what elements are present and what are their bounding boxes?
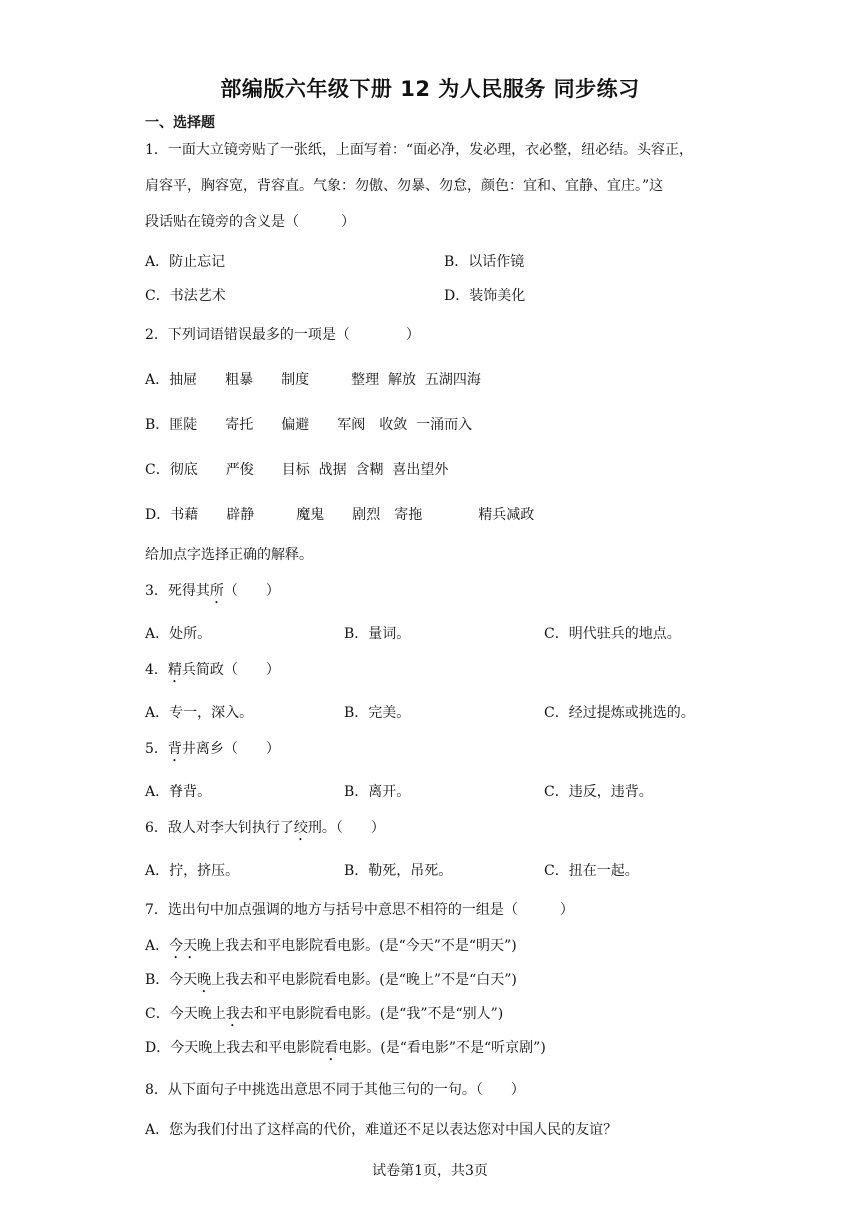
q5-dotted-char: 背 xyxy=(167,741,182,757)
q4-dotted-char: 精 xyxy=(167,662,182,678)
q3-option-c: C．明代驻兵的地点。 xyxy=(544,626,681,642)
q6-option-b: B．勒死，吊死。 xyxy=(344,863,453,879)
q3-stem: 3．死得其所（ ） xyxy=(145,583,280,599)
q6-option-a: A．拧，挤压。 xyxy=(145,863,240,879)
page-footer: 试卷第1页，共3页 xyxy=(372,1163,488,1179)
q2-stem: 2．下列词语错误最多的一项是（ ） xyxy=(145,327,420,343)
q4-option-c: C．经过提炼或挑选的。 xyxy=(544,705,695,721)
q8-stem: 8．从下面句子中挑选出意思不同于其他三句的一句。（ ） xyxy=(145,1082,525,1098)
q1-stem-line2: 肩容平，胸容宽，背容直。气象：勿傲、勿暴、勿怠，颜色：宜和、宜静、宜庄。”这 xyxy=(145,178,664,194)
q1-stem-line3: 段话贴在镜旁的含义是（ ） xyxy=(145,214,355,230)
q7-stem: 7．选出句中加点强调的地方与括号中意思不相符的一组是（ ） xyxy=(145,902,574,918)
q4-stem: 4．精兵简政（ ） xyxy=(145,662,280,678)
q7-option-c: C．今天晚上我去和平电影院看电影。(是“我”不是“别人”) xyxy=(145,1006,504,1022)
q7-option-d: D．今天晚上我去和平电影院看电影。(是“看电影”不是“听京剧”) xyxy=(145,1040,546,1056)
q7-option-b: B．今天晚上我去和平电影院看电影。(是“晚上”不是“白天”) xyxy=(145,972,517,988)
q1-option-b: B．以话作镜 xyxy=(444,254,525,270)
q7-option-a: A．今天晚上我去和平电影院看电影。(是“今天”不是“明天”) xyxy=(145,938,517,954)
q2-option-a: A．抽屉 粗暴 制度 整理 解放 五湖四海 xyxy=(145,372,481,388)
q6-stem: 6．敌人对李大钊执行了绞刑。（ ） xyxy=(145,820,385,836)
document-title: 部编版六年级下册 12 为人民服务 同步练习 xyxy=(220,77,640,101)
q2-option-c: C．彻底 严俊 目标 战据 含糊 喜出望外 xyxy=(145,462,449,478)
q3-option-a: A．处所。 xyxy=(145,626,212,642)
q2-option-d: D．书藉 辟静 魔鬼 剧烈 寄拖 精兵减政 xyxy=(145,507,535,523)
instruction-text: 给加点字选择正确的解释。 xyxy=(145,547,313,563)
section-heading: 一、选择题 xyxy=(145,115,215,131)
q3-dotted-char: 所 xyxy=(209,583,224,599)
q5-stem: 5．背井离乡（ ） xyxy=(145,741,280,757)
q1-option-d: D．装饰美化 xyxy=(444,288,526,304)
q3-option-b: B．量词。 xyxy=(344,626,411,642)
q1-option-a: A．防止忘记 xyxy=(145,254,226,270)
q5-option-b: B．离开。 xyxy=(344,784,411,800)
q6-option-c: C．扭在一起。 xyxy=(544,863,639,879)
q6-dotted-char: 绞 xyxy=(293,820,308,836)
q8-option-a: A．您为我们付出了这样高的代价，难道还不足以表达您对中国人民的友谊？ xyxy=(145,1122,618,1138)
q5-option-c: C．违反，违背。 xyxy=(544,784,653,800)
q4-option-b: B．完美。 xyxy=(344,705,411,721)
q5-option-a: A．脊背。 xyxy=(145,784,212,800)
q1-stem-line1: 1．一面大立镜旁贴了一张纸，上面写着：“面必净，发必理，衣必整，纽必结。头容正， xyxy=(145,142,694,158)
q4-option-a: A．专一，深入。 xyxy=(145,705,254,721)
q1-option-c: C．书法艺术 xyxy=(145,288,226,304)
q2-option-b: B．匪陡 寄托 偏避 军阀 收敛 一涌而入 xyxy=(145,417,473,433)
